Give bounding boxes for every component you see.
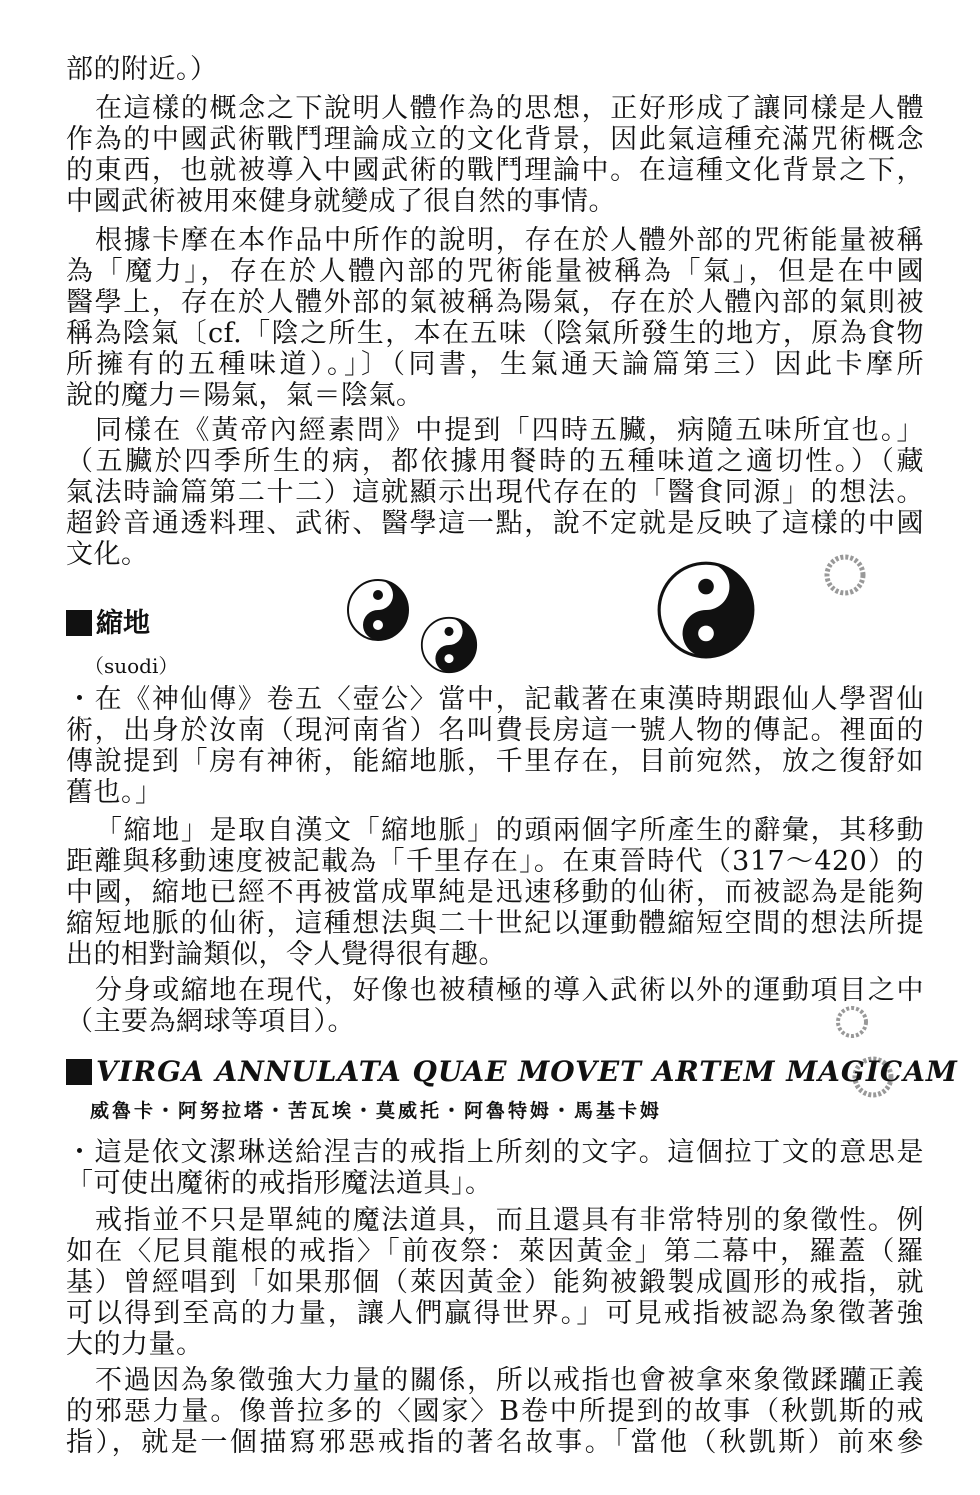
text-line: 醫學上，存在於人體外部的氣被稱為陽氣，存在於人體內部的氣則被 [66,288,924,318]
pronunciation-reading: 威魯卡・阿努拉塔・苦瓦埃・莫威托・阿魯特姆・馬基卡姆 [90,1100,663,1122]
text-line: 所擁有的五種味道）。」〕（同書，生氣通天論篇第三）因此卡摩所 [66,350,924,380]
text-line: 距離與移動速度被記載為「千里存在」。在東晉時代（317～420）的 [66,847,924,877]
section-title: 縮地 [96,608,150,639]
section-heading [66,1055,958,1089]
text-line: 分身或縮地在現代，好像也被積極的導入武術以外的運動項目之中 [95,976,924,1006]
ring-decoration-icon [818,548,872,602]
text-line: 中國，縮地已經不再被當成單純是迅速移動的仙術，而被認為是能夠 [66,878,924,908]
text-line: 不過因為象徵強大力量的關係，所以戒指也會被拿來象徵蹂躪正義 [95,1366,924,1396]
text-line: 基）曾經唱到「如果那個（萊因黃金）能夠被鍛製成圓形的戒指，就 [66,1268,924,1298]
text-line: 說的魔力＝陽氣，氣＝陰氣。 [66,381,424,411]
text-line: ・在《神仙傳》卷五〈壺公〉當中，記載著在東漢時期跟仙人學習仙 [66,685,924,715]
square-bullet-icon [66,610,92,636]
text-line: 在這樣的概念之下說明人體作為的思想，正好形成了讓同樣是人體 [95,94,924,124]
romanization: （suodi） [84,654,179,678]
text-line: 氣法時論篇第二十二）這就顯示出現代存在的「醫食同源」的想法。 [66,478,924,508]
text-line: 如在〈尼貝龍根的戒指〉「前夜祭：萊因黃金」第二幕中，羅蓋（羅 [66,1237,924,1267]
text-line: （五臟於四季所生的病，都依據用餐時的五種味道之適切性。）（藏 [66,447,924,477]
text-line: 戒指並不只是單純的魔法道具，而且還具有非常特別的象徵性。例 [95,1206,924,1236]
text-line: 「縮地」是取自漢文「縮地脈」的頭兩個字所產生的辭彙，其移動 [95,816,924,846]
text-line: 大的力量。 [66,1330,204,1360]
text-line: 傳說提到「房有神術，能縮地脈，千里存在，目前宛然，放之復舒如 [66,747,924,777]
text-line: 術，出身於汝南（現河南省）名叫費長房這一號人物的傳記。裡面的 [66,716,924,746]
yin-yang-icon [656,560,756,660]
text-line: 的東西，也就被導入中國武術的戰鬥理論中。在這種文化背景之下， [66,156,924,186]
text-line: 超鈴音通透料理、武術、醫學這一點，說不定就是反映了這樣的中國 [66,509,924,539]
text-line: 文化。 [66,540,149,570]
text-line: 稱為陰氣〔cf.「陰之所生，本在五味（陰氣所發生的地方，原為食物 [66,319,924,349]
text-line: 作為的中國武術戰鬥理論成立的文化背景，因此氣這種充滿咒術概念 [66,125,924,155]
text-line: 部的附近。） [66,55,218,85]
text-line: 「可使出魔術的戒指形魔法道具」。 [66,1169,493,1199]
text-line: 指），就是一個描寫邪惡戒指的著名故事。「當他（秋凱斯）前來參 [66,1428,924,1458]
text-line: 可以得到至高的力量，讓人們贏得世界。」可見戒指被認為象徵著強 [66,1299,924,1329]
section-title: VIRGA ANNULATA QUAE MOVET ARTEM MAGICAM [96,1055,958,1088]
text-line: 舊也。」 [66,778,163,808]
text-line: 同樣在《黃帝內經素問》中提到「四時五臟，病隨五味所宜也。」 [95,416,924,446]
text-line: 的邪惡力量。像普拉多的〈國家〉B卷中所提到的故事（秋凱斯的戒 [66,1397,924,1427]
text-line: 出的相對論類似，令人覺得很有趣。 [66,940,506,970]
square-bullet-icon [66,1059,92,1085]
text-line: 縮短地脈的仙術，這種想法與二十世紀以運動體縮短空間的想法所提 [66,909,924,939]
text-line: ・這是依文潔琳送給涅吉的戒指上所刻的文字。這個拉丁文的意思是 [66,1138,924,1168]
yin-yang-icon [346,578,410,642]
text-line: 根據卡摩在本作品中所作的說明，存在於人體外部的咒術能量被稱 [95,226,924,256]
text-line: （主要為網球等項目）。 [66,1007,355,1037]
text-line: 中國武術被用來健身就變成了很自然的事情。 [66,187,616,217]
section-heading [66,609,150,639]
text-line: 為「魔力」，存在於人體內部的咒術能量被稱為「氣」，但是在中國 [66,257,924,287]
yin-yang-icon [420,616,478,674]
